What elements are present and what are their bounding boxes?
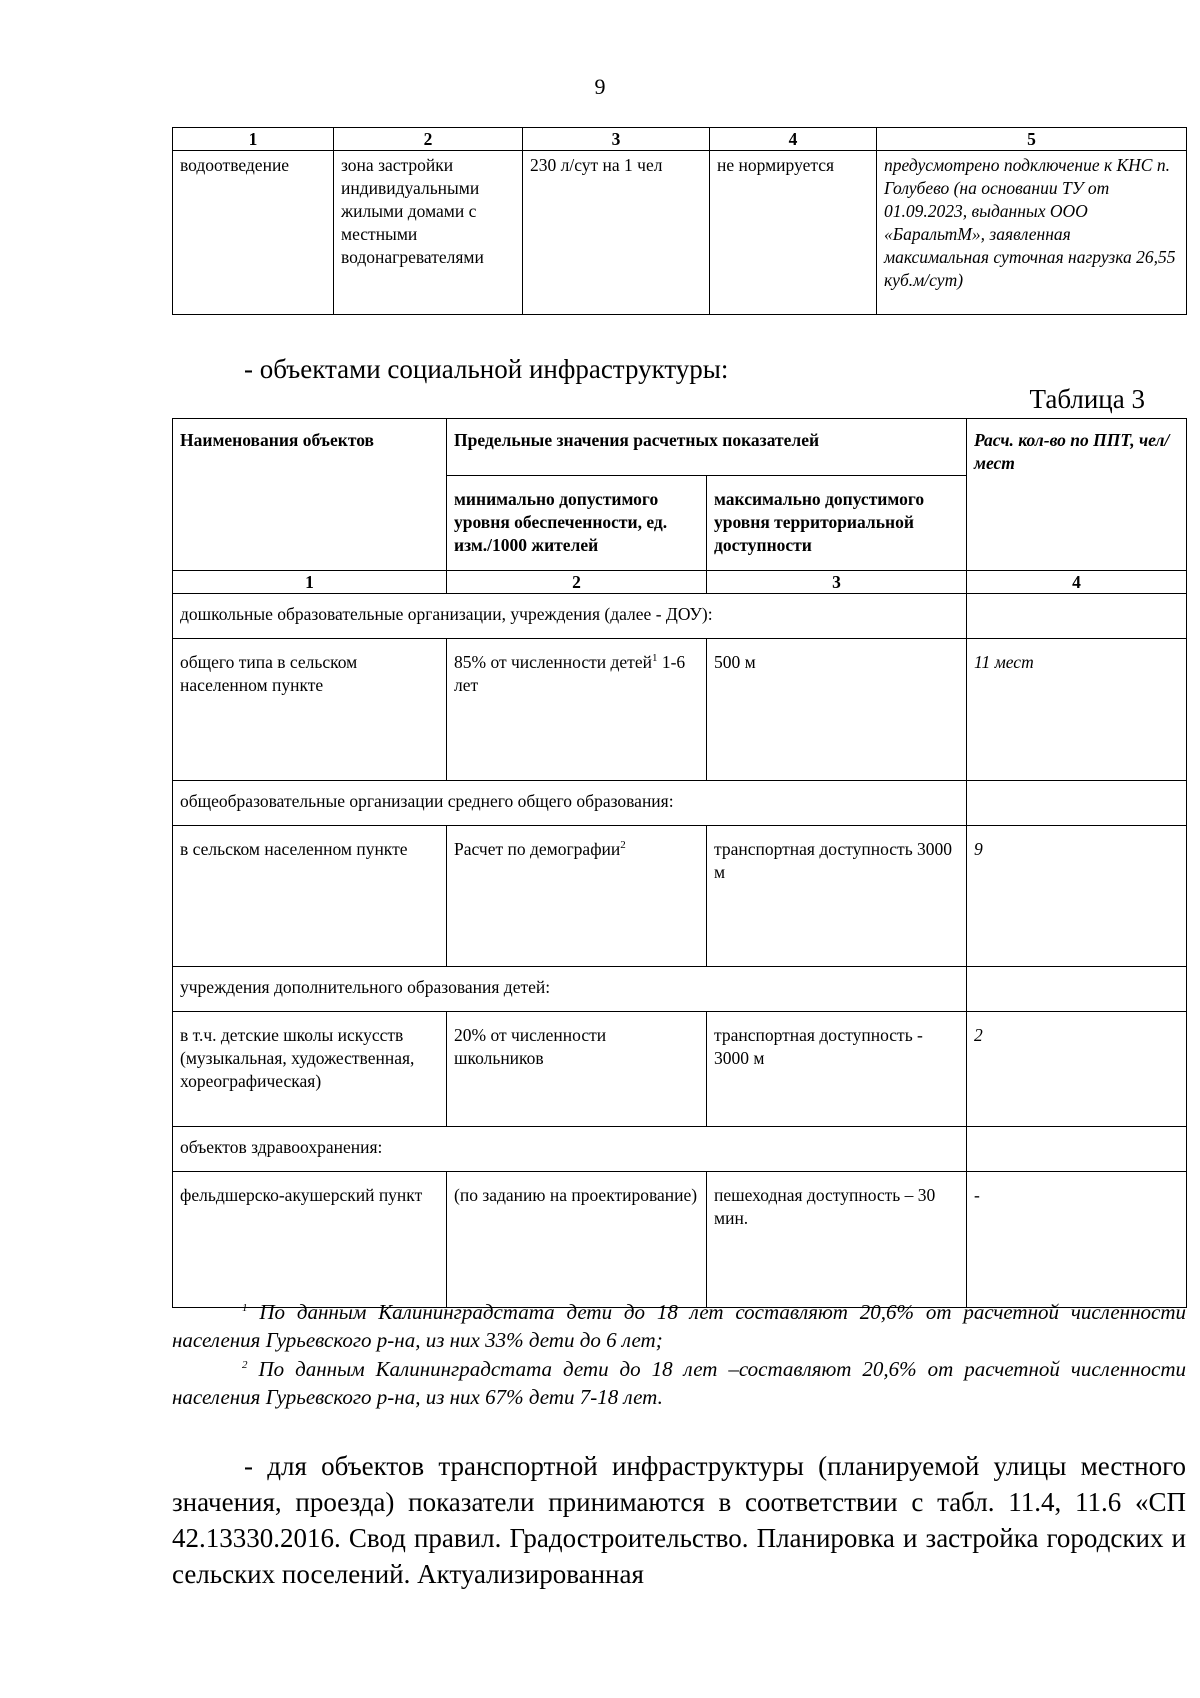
calc-quantity-cell: 11 мест: [967, 639, 1187, 781]
column-number: 3: [523, 128, 710, 151]
section-title: учреждения дополнительного образования детей:: [173, 967, 967, 1012]
table-cell: 230 л/сут на 1 чел: [523, 151, 710, 315]
max-level-cell: транспортная доступность - 3000 м: [707, 1012, 967, 1127]
object-name: общего типа в сельском населенном пункте: [173, 639, 447, 781]
table-cell: водоотведение: [173, 151, 334, 315]
section-title: объектов здравоохранения:: [173, 1127, 967, 1172]
section-row: [173, 967, 1187, 1012]
table-row: [173, 151, 1187, 315]
section-row: [173, 1127, 1187, 1172]
transport-paragraph-text: - для объектов транспортной инфраструктуры (планируемой улицы местного значения, проезда) показатели принимаются в соответствии с табл. 11.4, 11.6 «СП 42.13330.2016. Свод правил. Градостроительство. Планировка и застройка городских и сельских поселений. Актуализированная: [172, 1451, 1186, 1589]
min-level-cell: (по заданию на проектирование): [447, 1172, 707, 1308]
column-number: 1: [173, 571, 447, 594]
footnote-text: По данным Калининградстата дети до 18 лет –составляют 20,6% от расчетной численности населения Гурьевского р-на, из них 67% дети 7-18 лет.: [172, 1357, 1186, 1409]
table-cell: [967, 781, 1187, 826]
header-min-level: минимально допустимого уровня обеспеченности, ед. изм./1000 жителей: [447, 476, 707, 571]
section-row: [173, 594, 1187, 639]
footnote-text: По данным Калининградстата дети до 18 лет составляют 20,6% от расчетной численности населения Гурьевского р-на, из них 33% дети до 6 лет;: [172, 1300, 1186, 1352]
header-calculated-quantity: Расч. кол-во по ППТ, чел/мест: [967, 419, 1187, 571]
table-cell: не нормируется: [710, 151, 877, 315]
table-row: [173, 826, 1187, 967]
table-cell: предусмотрено подключение к КНС п. Голубево (на основании ТУ от 01.09.2023, выданных ООО «БаральтМ», заявленная максимальная суточная нагрузка 26,55 куб.м/сут): [877, 151, 1187, 315]
column-number: 1: [173, 128, 334, 151]
table-caption: Таблица 3: [1029, 384, 1145, 414]
min-level-text: Расчет по демографии: [454, 839, 621, 859]
header-limit-values: Предельные значения расчетных показателей: [447, 419, 967, 476]
section-title: дошкольные образовательные организации, учреждения (далее - ДОУ):: [173, 594, 967, 639]
footnote-2: [172, 1355, 1186, 1411]
max-level-cell: пешеходная доступность – 30 мин.: [707, 1172, 967, 1308]
section-row: [173, 781, 1187, 826]
min-level-cell: [447, 639, 707, 781]
footnote-mark: 1: [242, 1302, 248, 1314]
calc-quantity-cell: -: [967, 1172, 1187, 1308]
footnote-ref: 2: [620, 839, 626, 852]
top-table: [172, 127, 1187, 315]
column-numbers-row: [173, 571, 1187, 594]
header-object-names: Наименования объектов: [173, 419, 447, 571]
table-row: [173, 1172, 1187, 1308]
min-level-cell: 20% от численности школьников: [447, 1012, 707, 1127]
calc-quantity-cell: 2: [967, 1012, 1187, 1127]
transport-paragraph: [172, 1448, 1186, 1592]
footnote-mark: 2: [242, 1359, 248, 1371]
max-level-cell: 500 м: [707, 639, 967, 781]
footnote-ref: 1: [651, 652, 658, 665]
column-number: 2: [334, 128, 523, 151]
page-number: 9: [594, 74, 606, 99]
table-cell: [967, 594, 1187, 639]
table-header-row: [173, 419, 1187, 476]
column-number: 4: [967, 571, 1187, 594]
max-level-cell: транспортная доступность 3000 м: [707, 826, 967, 967]
social-infrastructure-heading: - объектами социальной инфраструктуры:: [244, 354, 729, 384]
min-level-text: 85% от численности детей: [454, 652, 652, 672]
min-level-text: 1-6 лет: [454, 652, 686, 695]
min-level-cell: [447, 826, 707, 967]
table-3: [172, 418, 1187, 1308]
table-cell: зона застройки индивидуальными жилыми домами с местными водонагревателями: [334, 151, 523, 315]
calc-quantity-cell: 9: [967, 826, 1187, 967]
table-header-row: [173, 128, 1187, 151]
table-row: [173, 639, 1187, 781]
object-name: в сельском населенном пункте: [173, 826, 447, 967]
column-number: 5: [877, 128, 1187, 151]
column-number: 4: [710, 128, 877, 151]
header-max-level: максимально допустимого уровня территориальной доступности: [707, 476, 967, 571]
object-name: фельдшерско-акушерский пункт: [173, 1172, 447, 1308]
footnote-1: [172, 1298, 1186, 1354]
object-name: в т.ч. детские школы искусств (музыкальная, художественная, хореографическая): [173, 1012, 447, 1127]
column-number: 3: [707, 571, 967, 594]
table-cell: [967, 967, 1187, 1012]
table-row: [173, 1012, 1187, 1127]
table-cell: [967, 1127, 1187, 1172]
column-number: 2: [447, 571, 707, 594]
section-title: общеобразовательные организации среднего общего образования:: [173, 781, 967, 826]
